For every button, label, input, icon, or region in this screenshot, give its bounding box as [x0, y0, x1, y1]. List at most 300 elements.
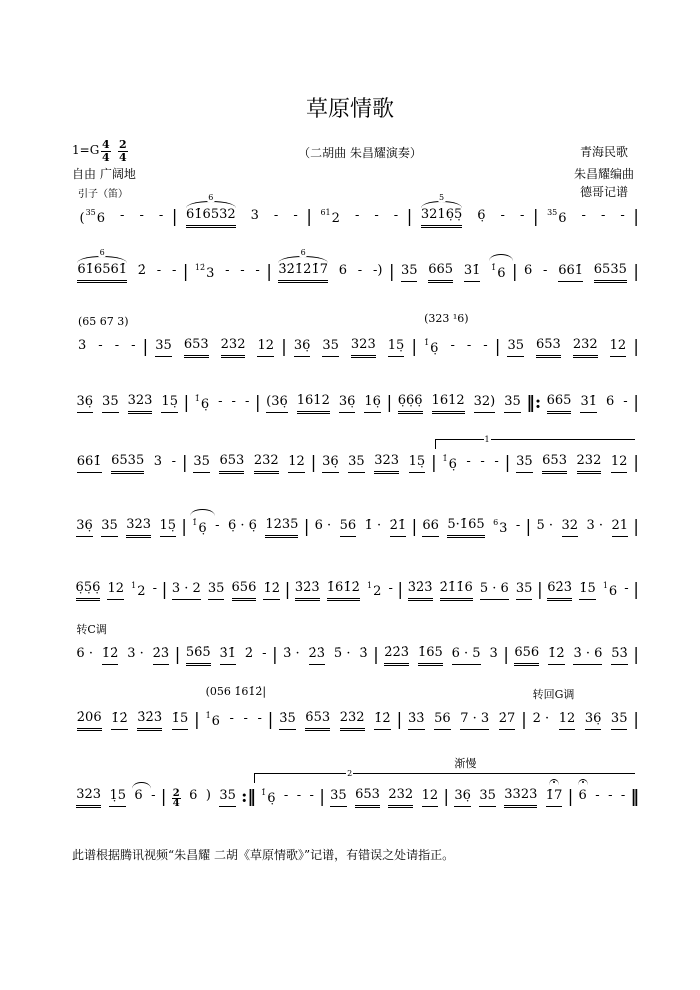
barline: | [633, 207, 639, 227]
notes: 36̣ [76, 517, 93, 533]
note-group [76, 623, 107, 664]
note-group: - [283, 788, 289, 803]
note-group [305, 710, 330, 731]
notes: 653 [355, 786, 380, 802]
notes: 15̣ [408, 453, 426, 469]
note-group [155, 338, 172, 357]
notes: 35 [400, 262, 418, 278]
note-group [172, 581, 201, 600]
notes: 1̇2̇ [101, 645, 119, 661]
measure [262, 391, 386, 415]
note-group [266, 394, 288, 413]
notes: 653 [183, 336, 209, 352]
notes: 2̇2̇3̇ [384, 644, 410, 660]
barline: | [266, 262, 272, 282]
notes: 6̣5̣6̣ [75, 579, 101, 595]
measure [190, 391, 254, 415]
slur-arc [132, 782, 150, 789]
note-group: - [466, 338, 472, 353]
note-group [107, 581, 124, 600]
notes: 3̇1̇ [219, 645, 237, 661]
note-group [126, 517, 151, 538]
note-group: ) [205, 788, 211, 803]
note-group [219, 788, 236, 807]
footer-note: 此谱根据腾讯视频“朱昌耀 二胡《草原情歌》”记谱，有错误之处请指正。 [72, 848, 455, 862]
note-group [548, 646, 565, 665]
note-group [428, 262, 453, 283]
notes: 3̇2̇1̇2̇1̇7 [278, 261, 328, 277]
note-group [186, 192, 236, 228]
volta-number: 2 [347, 769, 353, 778]
measure [201, 685, 267, 732]
notes: 2̇1̇1̇6 [439, 579, 473, 595]
notes: 3̇3̇ [407, 710, 425, 726]
note-group [76, 580, 101, 601]
measure [574, 785, 629, 809]
note-group [355, 787, 380, 808]
note-group: - [244, 394, 250, 409]
grace-note: 35 [547, 208, 558, 217]
note-group: - [243, 711, 248, 726]
notes: 12 [609, 337, 627, 353]
barline: | [443, 787, 450, 807]
time-signature-2-4 [118, 140, 128, 163]
note-group [220, 646, 237, 665]
tuplet-number: 5 [439, 192, 445, 202]
notes: 35 [219, 787, 236, 803]
time-signature-denominator: 4 [119, 151, 127, 164]
measure [326, 785, 442, 809]
note-group [257, 338, 274, 357]
note-group [422, 788, 439, 807]
barline: :‖ [241, 787, 256, 807]
measure [274, 708, 395, 732]
notes: 232 [576, 452, 602, 468]
notes: 6̣ [430, 341, 439, 356]
notes: 1̇2̇ [374, 710, 391, 726]
note-group [516, 454, 533, 473]
notes: 6 [558, 211, 567, 226]
notes: 1̇2̇ [548, 645, 565, 661]
notes: 6̣ [267, 791, 276, 806]
note-group: 6 [338, 263, 348, 278]
barline: | [160, 787, 167, 807]
note-group: - [480, 454, 485, 469]
measure [179, 192, 306, 229]
score-line [72, 247, 640, 284]
score-title: 草原情歌 [305, 97, 394, 122]
note-group [390, 518, 407, 537]
note-group [418, 645, 443, 666]
note-group [265, 517, 298, 538]
notes: 36̣ [584, 710, 602, 726]
notes: 5 · 6 [479, 580, 509, 596]
notes: 232 [220, 336, 246, 352]
note-group: - [152, 581, 157, 596]
note-group: - [354, 208, 360, 223]
note-group [546, 788, 563, 807]
notes: 6535 [593, 261, 627, 277]
note-group [320, 205, 339, 229]
note-group [594, 262, 627, 283]
measure [72, 205, 171, 229]
measure [519, 260, 633, 284]
notes: 32 [561, 517, 579, 533]
note-group: - [494, 454, 499, 469]
measure [279, 643, 372, 667]
note-group: - [262, 646, 267, 661]
measure [72, 391, 183, 415]
note-group [499, 711, 516, 730]
notes: 232 [388, 786, 414, 802]
grace-note: 12̇ [194, 263, 206, 272]
note-group [278, 247, 328, 283]
score-line [72, 391, 640, 415]
measure [72, 785, 160, 809]
note-group [263, 581, 280, 600]
note-group [364, 394, 381, 413]
note-group: 3 · [586, 518, 604, 533]
note-group: 6̣ · 6̣ [227, 518, 257, 533]
grace-note: 1̇ [424, 338, 430, 347]
note-group [454, 756, 477, 807]
notes: 35 [207, 580, 225, 596]
note-group [558, 263, 583, 282]
score-line [72, 756, 640, 809]
notes: 665 [546, 392, 572, 408]
note-group: - [620, 788, 626, 803]
score-line [72, 312, 640, 359]
arranger-credit: 朱昌耀编曲 [573, 167, 634, 181]
note-group: 2̇ [244, 646, 254, 661]
note-group [401, 263, 418, 282]
barline: | [633, 393, 639, 413]
time-signature-4-4 [101, 140, 111, 163]
grace-note: 1̇ [205, 711, 211, 720]
note-group: - [156, 263, 162, 278]
note-group: 3 · [127, 646, 144, 661]
notes: 2 [331, 211, 340, 226]
note-group: - [543, 263, 548, 278]
note-group [208, 581, 225, 600]
notes: 12 [257, 337, 275, 353]
note-group [172, 711, 189, 730]
barline: | [174, 645, 181, 665]
notes: 31̇ [580, 393, 598, 409]
notes: 656 [514, 644, 540, 660]
measure [404, 578, 536, 602]
notes: 35 [322, 337, 339, 353]
note-group [309, 646, 326, 665]
note-group [340, 710, 365, 731]
bracket: ( [79, 211, 85, 226]
note-group: - [273, 208, 279, 223]
grace-note: 35 [85, 208, 96, 217]
note-group [603, 578, 617, 602]
notes: 61̇6532 [186, 206, 236, 222]
notes: 323 [76, 786, 102, 802]
note-group: - [466, 454, 471, 469]
notes: 15̣ [387, 337, 405, 353]
note-group [422, 518, 439, 537]
note-group [153, 646, 170, 665]
notes: 3̇2̇3̇ [137, 709, 163, 725]
notes: 2̇06 [76, 709, 102, 725]
note-group: 6 [606, 394, 615, 409]
notes: 6̣ [198, 521, 207, 536]
notes: 323 [350, 336, 376, 352]
notes: 3̇2̇3̇ [294, 579, 320, 595]
note-group [504, 394, 521, 413]
note-group: - [218, 394, 223, 409]
measure [72, 578, 161, 602]
notes: 2̇7 [498, 710, 516, 726]
measure [288, 335, 411, 359]
notes: 656 [231, 579, 257, 595]
barline: | [310, 453, 317, 473]
note-group [408, 711, 425, 730]
score-line [72, 623, 640, 667]
note-group: - [519, 208, 525, 223]
note-group: 2̇ [137, 263, 147, 278]
barline: | [633, 453, 640, 473]
note-group [579, 581, 596, 600]
notes: 661̇ [76, 453, 102, 469]
tuplet-arc [278, 256, 328, 263]
notes: 2 [137, 584, 146, 599]
note-group: - [98, 338, 103, 353]
annotation: (056 1̇61̇2̇| [205, 685, 267, 698]
grace-note: 1 [366, 581, 373, 590]
note-group [134, 788, 142, 806]
note-group [542, 453, 567, 474]
note-group: - [225, 263, 230, 278]
grace-note: 6 [493, 518, 499, 527]
notes: 6 · [76, 646, 93, 661]
notes: 3̇5 [279, 710, 296, 726]
notes: 2̇3̇ [152, 645, 170, 661]
notes: 56 [434, 710, 451, 726]
notes: 323 [126, 516, 152, 532]
note-group [78, 315, 129, 356]
notes: 62̇3̇ [547, 579, 573, 595]
measure [189, 451, 310, 475]
note-group [610, 338, 627, 357]
barline: | [303, 517, 310, 537]
notes: 56 [339, 517, 357, 533]
measure [501, 335, 632, 359]
note-group [480, 581, 509, 600]
measure [528, 688, 632, 732]
barline: | [396, 710, 403, 730]
note-group: 5̇ · [333, 646, 351, 661]
barline: | [536, 580, 543, 600]
measure [544, 578, 633, 602]
note-group: - [388, 581, 393, 596]
barline: | [567, 787, 574, 807]
barline: | [281, 337, 287, 357]
note-group [580, 394, 597, 413]
barline: | [411, 337, 418, 357]
notes: 6 [578, 788, 587, 803]
slur-arc [489, 254, 513, 261]
note-group: 3 [489, 646, 498, 661]
note-group [536, 337, 561, 358]
time-signature-numerator: 4 [102, 138, 110, 151]
notes: 1235 [265, 516, 299, 532]
notes: 36̣ [338, 393, 356, 409]
note-group [297, 393, 330, 414]
note-group [330, 788, 347, 807]
measure [72, 315, 142, 359]
notes: 12 [610, 453, 628, 469]
intro-label: 引子（笛） [78, 189, 128, 200]
note-group: - [483, 338, 488, 353]
measure [257, 785, 318, 809]
note-group [612, 518, 629, 537]
note-group [111, 711, 128, 730]
tuplet-number: 6 [208, 192, 214, 202]
note-group: - [624, 581, 629, 596]
note-group: 1̇ · [364, 518, 382, 533]
note-group [611, 711, 628, 730]
barline: | [521, 710, 527, 730]
note-group [516, 581, 533, 600]
note-group: 6̣ [477, 208, 486, 223]
note-group: - [171, 454, 177, 469]
notes: 7 · 3 [460, 710, 490, 726]
barline: | [386, 393, 393, 413]
note-group [76, 518, 93, 537]
note-group [611, 454, 628, 473]
tuplet-arc [421, 201, 462, 208]
note-group [474, 394, 496, 413]
tuplet-number: 6 [99, 247, 105, 257]
notes: 36̣ [322, 453, 339, 469]
note-group [547, 580, 572, 601]
measure [396, 260, 511, 284]
measure [72, 247, 182, 284]
notes: 35 [504, 393, 521, 409]
note-group [432, 393, 465, 414]
note-group [348, 454, 365, 473]
note-group [193, 454, 210, 473]
note-group [172, 785, 181, 810]
note-group [611, 646, 628, 665]
note-group: - [215, 518, 220, 533]
note-group [398, 393, 423, 414]
notes: 6̣6̣6̣ [397, 392, 423, 408]
note-group: 6 · [314, 518, 332, 533]
notes: 1612 [296, 392, 330, 408]
measure [418, 515, 524, 539]
note-group: 3 [153, 454, 163, 469]
note-group [384, 645, 409, 666]
note-group: - [595, 788, 600, 803]
notes: 1̇5 [579, 580, 596, 596]
note-group [440, 580, 473, 601]
note-group: - [151, 788, 156, 803]
note-group [254, 453, 279, 474]
notes: 1612 [431, 392, 465, 408]
key-signature: 1=G [72, 143, 100, 157]
note-group [160, 518, 177, 537]
notes: 1̇2̇ [263, 580, 280, 596]
measure [310, 515, 410, 539]
note-group: 3 [250, 208, 259, 223]
transcriber-credit: 德哥记谱 [579, 185, 628, 199]
note-group: - [120, 208, 125, 223]
note-group: - [296, 788, 302, 803]
barline: | [633, 710, 640, 730]
note-group [161, 394, 178, 413]
measure [510, 643, 632, 667]
tempo-marking: 自由 广阔地 [72, 167, 136, 181]
notes: 1̇2̇ [111, 710, 128, 726]
measure [190, 260, 266, 284]
notes: 2 · [532, 711, 550, 726]
note-group: - [240, 263, 245, 278]
barline: | [373, 645, 379, 665]
notes: 12 [107, 580, 125, 596]
note-group: 6 [524, 263, 533, 278]
note-group [573, 337, 598, 358]
barline: | [532, 207, 539, 227]
note-group: - [114, 338, 120, 353]
measure [317, 451, 430, 475]
measure [181, 643, 271, 667]
note-group [232, 580, 257, 601]
time-signature-denominator: 4 [172, 797, 180, 809]
note-group [479, 788, 496, 807]
notes: 3 [78, 338, 87, 353]
note-group [559, 711, 576, 730]
grace-note: 1 [131, 581, 137, 590]
note-group [195, 260, 214, 284]
notes: 6 [608, 584, 618, 599]
note-group [585, 711, 602, 730]
notes: 323 [374, 452, 400, 468]
grace-note: 1̇ [194, 394, 200, 403]
notes: 653 [219, 452, 245, 468]
note-group [131, 578, 145, 602]
note-group: - [581, 208, 586, 223]
note-group: 5 · [536, 518, 554, 533]
barline: | [271, 645, 278, 665]
note-group: - [515, 518, 521, 533]
note-group [491, 260, 505, 284]
barline: | [406, 207, 413, 227]
note-group: - [600, 208, 606, 223]
note-group [447, 517, 484, 538]
notes: 36̣ [454, 787, 471, 803]
barline: | [181, 453, 188, 473]
notes: 1̇65 [417, 644, 443, 660]
measure [532, 515, 632, 539]
note-group: - [131, 338, 136, 353]
grace-note: 1̇ [261, 788, 267, 797]
annotation: (65 67 3) [78, 315, 129, 328]
note-group [184, 337, 209, 358]
notes: 3323 [504, 786, 538, 802]
note-group: - [374, 208, 379, 223]
grace-note: 61 [320, 208, 331, 217]
measure [72, 451, 181, 475]
note-group [514, 645, 539, 666]
measure [438, 451, 504, 475]
notes: 35 [348, 453, 365, 469]
notes: 21 [611, 517, 629, 533]
